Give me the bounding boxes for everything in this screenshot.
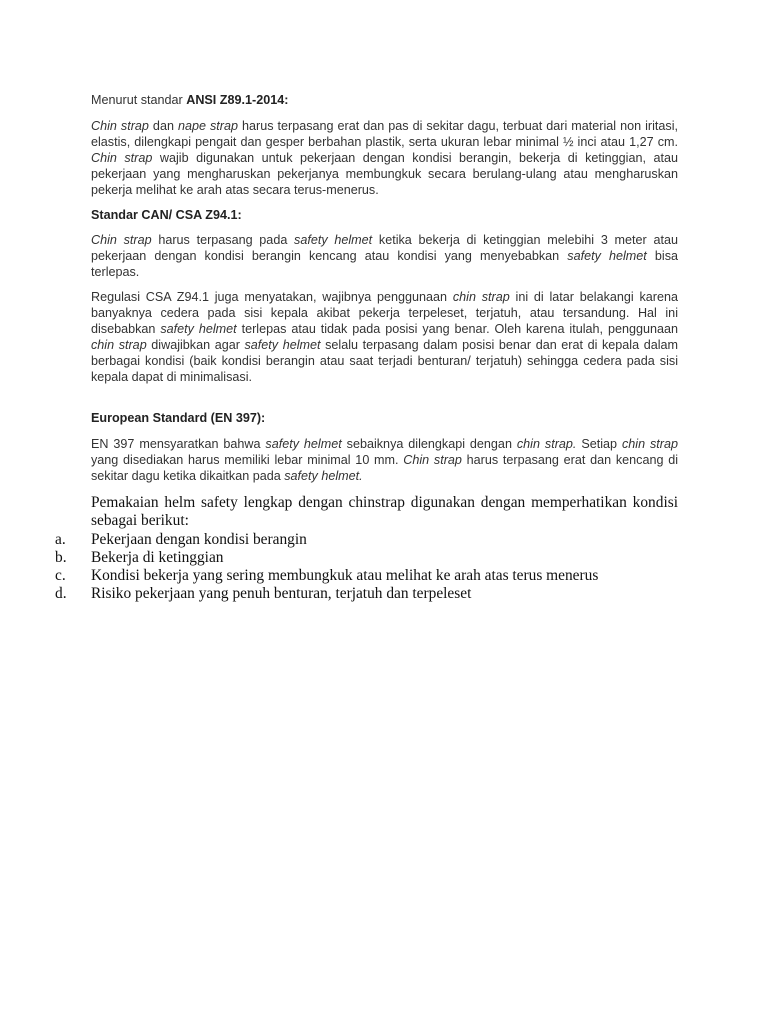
term-safety-helmet: safety helmet xyxy=(294,233,373,247)
list-item xyxy=(55,585,695,603)
text-run: harus terpasang pada xyxy=(151,233,295,247)
list-marker: d. xyxy=(55,585,67,602)
text-run: wajib digunakan untuk pekerjaan dengan kondisi berangin, bekerja di ketinggian, atau pekerjaan yang mengharuskan pekerjanya membungkuk secara berulang-ulang atau mengharuskan pekerja melihat ke arah atas secara terus-menerus. xyxy=(91,151,678,197)
list-item xyxy=(55,567,695,585)
ansi-paragraph xyxy=(91,118,678,198)
text-run: EN 397 mensyaratkan bahwa xyxy=(91,437,266,451)
term-chin-strap: chin strap xyxy=(621,437,678,451)
text-run: selalu terpasang dalam posisi benar dan erat di kepala dalam berbagai kondisi (baik kondisi berangin atau saat terjadi benturan/ terjatuh) sehingga cedera pada sisi kepala dapat di minimalisasi. xyxy=(91,338,678,384)
text-run: ketika bekerja di ketinggian melebihi 3 meter atau pekerjaan dengan kondisi berangin kencang atau kondisi yang menyebabkan xyxy=(91,233,678,263)
usage-intro-paragraph: Pemakaian helm safety lengkap dengan chinstrap digunakan dengan memperhatikan kondisi sebagai berikut: xyxy=(91,494,678,529)
list-marker: a. xyxy=(55,531,66,548)
intro-prefix: Menurut standar xyxy=(91,93,187,107)
term-chin-strap: Chin strap xyxy=(91,233,152,247)
text-run: harus terpasang erat dan kencang di sekitar dagu ketika dikaitkan pada xyxy=(91,453,678,483)
text-run: harus terpasang erat dan pas di sekitar dagu, terbuat dari material non iritasi, elastis, dilengkapi pengait dan gesper berbahan plastik, serta ukuran lebar minimal ½ inci atau 1,27 cm. xyxy=(91,119,678,149)
en-paragraph xyxy=(91,436,678,484)
list-marker: c. xyxy=(55,567,66,584)
text-run: Setiap xyxy=(576,437,622,451)
text-run: diwajibkan agar xyxy=(146,338,245,352)
text-run: yang disediakan harus memiliki lebar minimal 10 mm. xyxy=(91,453,404,467)
list-item-text: Kondisi bekerja yang sering membungkuk atau melihat ke arah atas terus menerus xyxy=(91,567,599,584)
term-safety-helmet: safety helmet xyxy=(160,322,237,336)
term-safety-helmet: safety helmet. xyxy=(284,469,363,483)
conditions-list xyxy=(55,531,695,603)
term-chin-strap: Chin strap xyxy=(403,453,462,467)
text-run: terlepas atau tidak pada posisi yang benar. Oleh karena itulah, penggunaan xyxy=(236,322,678,336)
csa-paragraph-2 xyxy=(91,289,678,385)
text-run: ini di latar belakangi karena banyaknya cedera pada sisi kepala akibat pekerja terpeleset, terjatuh, atau tersandung. Hal ini disebabkan xyxy=(91,290,678,336)
list-item xyxy=(55,549,695,567)
ansi-standard-label: ANSI Z89.1-2014: xyxy=(186,93,289,107)
term-chin-strap: chin strap xyxy=(91,338,147,352)
list-item-text: Pekerjaan dengan kondisi berangin xyxy=(91,531,307,548)
term-nape-strap: nape strap xyxy=(177,119,238,133)
list-item-text: Bekerja di ketinggian xyxy=(91,549,224,566)
term-chin-strap: chin strap xyxy=(452,290,510,304)
csa-paragraph-1 xyxy=(91,232,678,280)
term-chin-strap: Chin strap xyxy=(91,119,149,133)
term-safety-helmet: safety helmet xyxy=(265,437,342,451)
en-heading: European Standard (EN 397): xyxy=(91,411,266,425)
intro-line xyxy=(91,92,678,108)
text-run: Regulasi CSA Z94.1 juga menyatakan, wajibnya penggunaan xyxy=(91,290,453,304)
list-item-text: Risiko pekerjaan yang penuh benturan, terjatuh dan terpeleset xyxy=(91,585,472,602)
list-item xyxy=(55,531,695,549)
term-chin-strap: chin strap. xyxy=(516,437,577,451)
text-run: dan xyxy=(148,119,178,133)
term-chin-strap: Chin strap xyxy=(91,151,153,165)
term-safety-helmet: safety helmet xyxy=(244,338,321,352)
list-marker: b. xyxy=(55,549,67,566)
text-run: bisa terlepas. xyxy=(91,249,678,279)
term-safety-helmet: safety helmet xyxy=(567,249,647,263)
csa-heading: Standar CAN/ CSA Z94.1: xyxy=(91,208,242,222)
text-run: sebaiknya dilengkapi dengan xyxy=(341,437,517,451)
